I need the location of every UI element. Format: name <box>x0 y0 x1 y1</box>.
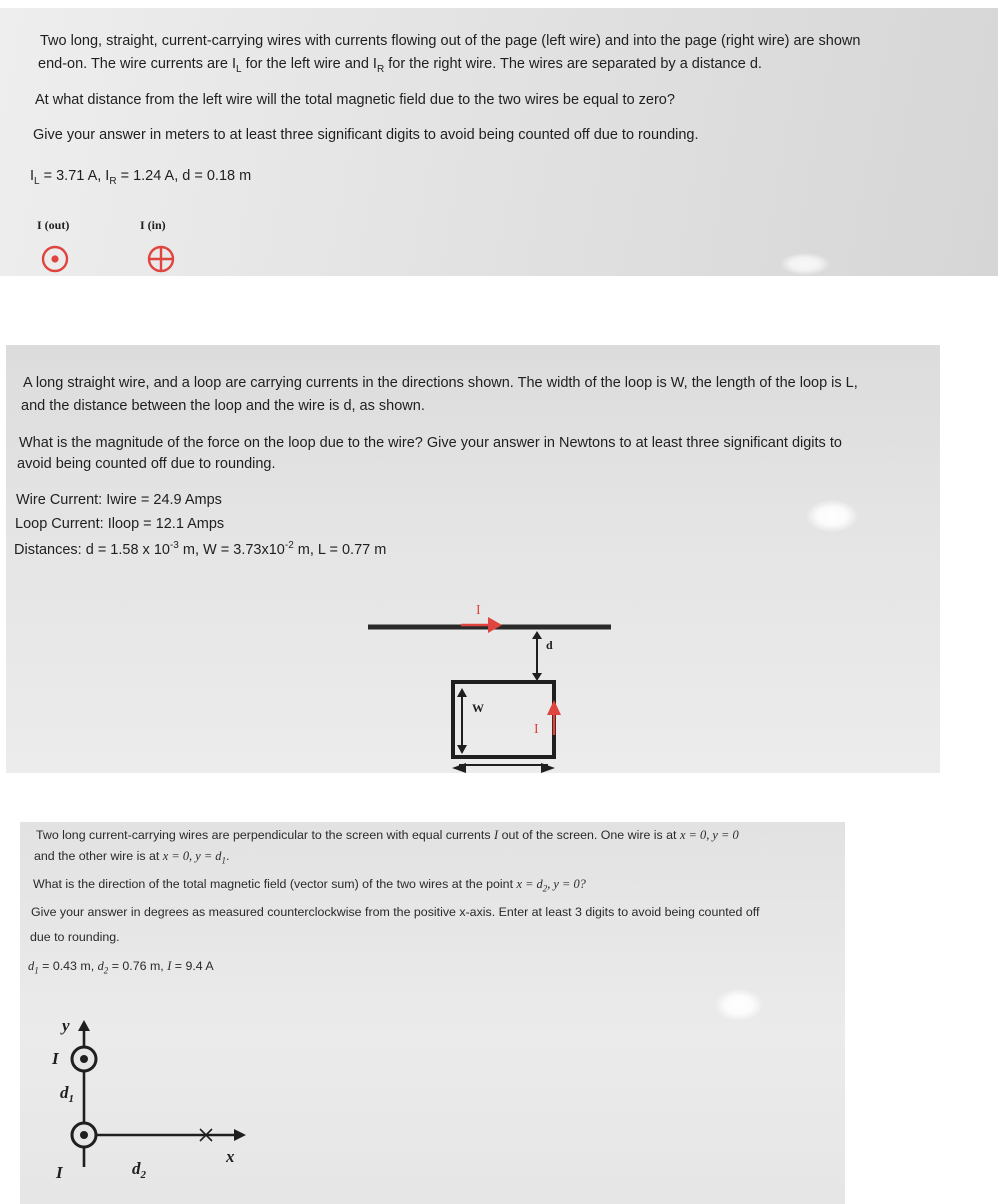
p1-text-line1: Two long, straight, current-carrying wires with currents flowing out of the page (left wire) and into the page (right wire) are shown <box>40 33 861 49</box>
light-glare <box>806 500 858 532</box>
problem-2-panel <box>6 345 940 773</box>
p3-text-line1: Two long current-carrying wires are perpendicular to the screen with equal currents I out of the screen. One wire is at x = 0, y = 0 <box>36 828 739 842</box>
problem-3-panel <box>20 822 845 1204</box>
label-I-top: I <box>476 603 481 618</box>
label-W: W <box>472 701 484 715</box>
p2-text-line1: A long straight wire, and a loop are carrying currents in the directions shown. The width of the loop is W, the length of the loop is L, <box>23 375 858 391</box>
p2-loop-current: Loop Current: Iloop = 12.1 Amps <box>15 516 225 532</box>
problem-1-panel <box>0 8 998 276</box>
p1-values: $I_L = 3.71$ A, $I_R = 1.24$ A, d = 0.18 m <box>30 168 252 187</box>
p1-instruction: Give your answer in meters to at least three significant digits to avoid being counted off due to rounding. <box>33 127 699 143</box>
p2-question-line1: What is the magnitude of the force on the loop due to the wire? Give your answer in Newtons to at least three significant digits to <box>19 435 842 451</box>
current-out-icon <box>40 244 70 274</box>
label-I-right: I <box>534 722 539 737</box>
p3-values: $d_1 = 0.43$ m, $d_2 = 0.76$ m, I = 9.4 A <box>28 959 214 976</box>
p2-text-line2: and the distance between the loop and the wire is d, as shown. <box>21 398 425 414</box>
p2-question-line2: avoid being counted off due to rounding. <box>17 456 276 472</box>
label-I-bottom: I <box>56 1163 63 1182</box>
label-y: y <box>62 1016 70 1035</box>
p3-question: What is the direction of the total magnetic field (vector sum) of the two wires at the point $x = d_2$, y = 0? <box>33 877 586 894</box>
label-I-top: I <box>52 1049 59 1068</box>
current-in-icon <box>145 244 177 274</box>
p3-text-line2: and the other wire is at x = 0, $y = d_1$. <box>34 849 230 866</box>
p2-wire-current: Wire Current: Iwire = 24.9 Amps <box>16 492 222 508</box>
p3-instruction-line2: due to rounding. <box>30 930 120 944</box>
loop-current-arrowhead <box>547 700 561 715</box>
p1-question: At what distance from the left wire will the total magnetic field due to the two wires be equal to zero? <box>35 92 675 108</box>
p3-instruction-line1: Give your answer in degrees as measured counterclockwise from the positive x-axis. Enter at least 3 digits to avoid being counted off <box>31 905 760 919</box>
light-glare <box>715 989 763 1021</box>
label-d1: $d_1$ <box>60 1083 74 1105</box>
label-in: I (in) <box>140 218 166 232</box>
p1-text-line2: end-on. The wire currents are $I_L$ for the left wire and $I_R$ for the right wire. The wires are separated by a distance d. <box>38 56 762 75</box>
current-loop <box>453 682 554 757</box>
p2-distances: Distances: d = 1.58 x $10^{-3}$ m, $W = 3.73x10^{-2}$ m, L = 0.77 m <box>14 540 387 558</box>
light-glare <box>780 253 830 275</box>
label-out: I (out) <box>37 218 70 232</box>
wires-axis-diagram <box>40 1012 280 1187</box>
label-d2: $d_2$ <box>132 1159 146 1181</box>
wire-loop-diagram <box>356 595 636 773</box>
label-x: x <box>226 1147 235 1166</box>
label-d: d <box>546 638 553 652</box>
wire-current-arrowhead <box>488 617 502 633</box>
